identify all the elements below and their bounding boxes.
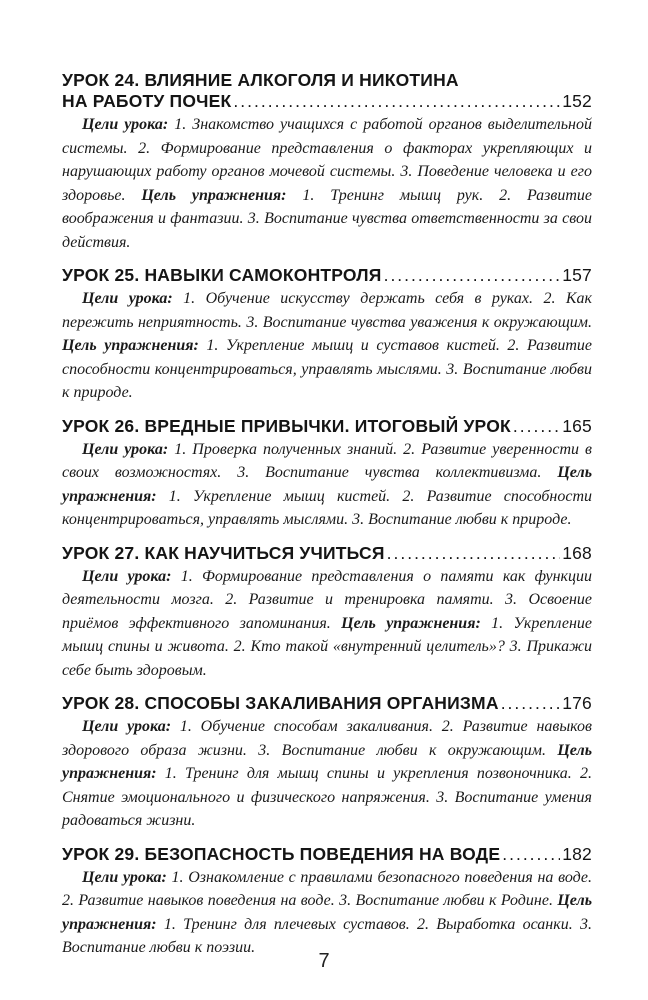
goals-label: Цели урока: [82, 868, 167, 886]
lesson-title-line: УРОК 24. ВЛИЯНИЕ АЛКОГОЛЯ И НИКОТИНА [62, 70, 459, 90]
dot-leader [501, 693, 561, 714]
exercise-label: Цель упражнения: [62, 741, 592, 782]
lesson-description [62, 438, 592, 532]
page-number: 182 [562, 843, 592, 864]
exercise-label: Цель упражнения: [62, 464, 592, 505]
goals-text: 1. Формирование представления о памяти как функции деятельности мозга. 2. Развитие и тренировка памяти. 3. Освоение приёмов эффективного запоминания. [62, 567, 592, 632]
lesson-title [62, 844, 592, 865]
goals-label: Цели урока: [82, 718, 172, 735]
exercise-label: Цель упражнения: [141, 186, 287, 204]
lesson-description [62, 287, 592, 405]
lesson-title [62, 265, 592, 286]
exercise-text: 1. Укрепление мышц и суставов кистей. 2. Развитие способности концентрироваться, управлять мыслями. 3. Воспитание любви к природе. [62, 337, 593, 401]
goals-text: 1. Обучение способам закаливания. 2. Развитие навыков здорового образа жизни. 3. Воспитание любви к окружающим. [62, 718, 592, 759]
page-number: 152 [562, 91, 592, 111]
lesson-title-last-line [62, 693, 592, 714]
lesson-title-text: НА РАБОТУ ПОЧЕК [62, 91, 232, 111]
lesson-description [62, 866, 592, 960]
exercise-label: Цель упражнения: [62, 337, 199, 354]
toc-entry-lesson-27 [62, 543, 592, 683]
lesson-description [62, 113, 592, 254]
lesson-title-last-line [62, 416, 592, 437]
goals-label: Цели урока: [82, 567, 172, 585]
exercise-text: 1. Укрепление мышц спины и живота. 2. Кто такой «внутренний целитель»? 3. Прикажи себе быть здоровым. [62, 614, 592, 679]
goals-text: 1. Ознакомление с правилами безопасного поведения на воде. 2. Развитие навыков поведения на воде. 3. Воспитание любви к Родине. [62, 868, 593, 909]
dot-leader [384, 265, 561, 286]
toc-entry-lesson-25 [62, 265, 592, 405]
goals-label: Цели урока: [82, 290, 173, 307]
lesson-title [62, 693, 592, 714]
lesson-title-text: УРОК 29. БЕЗОПАСНОСТЬ ПОВЕДЕНИЯ НА ВОДЕ [62, 843, 501, 864]
page-number: 165 [562, 415, 592, 436]
goals-text: 1. Проверка полученных знаний. 2. Развитие уверенности в своих возможностях. 3. Воспитание чувства коллективизма. [62, 440, 592, 481]
dot-leader [502, 844, 560, 865]
lesson-title-text: УРОК 28. СПОСОБЫ ЗАКАЛИВАНИЯ ОРГАНИЗМА [62, 693, 499, 713]
exercise-text: 1. Тренинг для плечевых суставов. 2. Выработка осанки. 3. Воспитание любви к поэзии. [62, 915, 592, 956]
exercise-label: Цель упражнения: [62, 892, 592, 933]
toc-page [62, 70, 592, 971]
toc-entry-lesson-28 [62, 693, 592, 833]
goals-label: Цели урока: [82, 440, 169, 458]
lesson-title-last-line [62, 265, 592, 286]
goals-text: 1. Обучение искусству держать себя в руках. 2. Как пережить неприятность. 3. Воспитание чувства уважения к окружающим. [62, 290, 593, 331]
page-number: 157 [562, 265, 592, 285]
lesson-title [62, 543, 592, 564]
exercise-text: 1. Укрепление мышц кистей. 2. Развитие способности концентрироваться, управлять мыслями. 3. Воспитание любви к природе. [62, 487, 592, 528]
goals-text: 1. Знакомство учащихся с работой органов выделительной системы. 2. Формирование представления о факторах укрепляющих и нарушающих работу органов мочевой системы. 3. Поведение человека и его здоровье. [62, 116, 592, 204]
lesson-title-last-line [62, 543, 592, 564]
lesson-description [62, 565, 592, 683]
dot-leader [513, 416, 560, 437]
exercise-text: 1. Тренинг мышц рук. 2. Развитие воображения и фантазии. 3. Воспитание чувства ответственности за свои действия. [62, 186, 592, 251]
toc-entry-lesson-29 [62, 844, 592, 960]
lesson-title-last-line [62, 844, 592, 865]
goals-label: Цели урока: [82, 116, 169, 133]
lesson-description [62, 715, 592, 833]
exercise-text: 1. Тренинг для мышц спины и укрепления позвоночника. 2. Снятие эмоционального и физического напряжения. 3. Воспитание умения радоваться жизни. [62, 765, 592, 829]
lesson-title-last-line [62, 91, 592, 112]
toc-entry-lesson-26 [62, 416, 592, 532]
dot-leader [387, 543, 561, 564]
dot-leader [233, 91, 560, 112]
toc-entry-lesson-24 [62, 70, 592, 254]
lesson-title [62, 70, 592, 112]
page-folio-number: 7 [318, 950, 330, 972]
exercise-label: Цель упражнения: [341, 614, 481, 632]
lesson-title-text: УРОК 27. КАК НАУЧИТЬСЯ УЧИТЬСЯ [62, 542, 385, 563]
lesson-title [62, 416, 592, 437]
lesson-title-text: УРОК 26. ВРЕДНЫЕ ПРИВЫЧКИ. ИТОГОВЫЙ УРОК [62, 415, 511, 436]
page-number: 176 [562, 693, 592, 713]
page-number: 168 [562, 542, 592, 563]
lesson-title-text: УРОК 25. НАВЫКИ САМОКОНТРОЛЯ [62, 265, 382, 285]
